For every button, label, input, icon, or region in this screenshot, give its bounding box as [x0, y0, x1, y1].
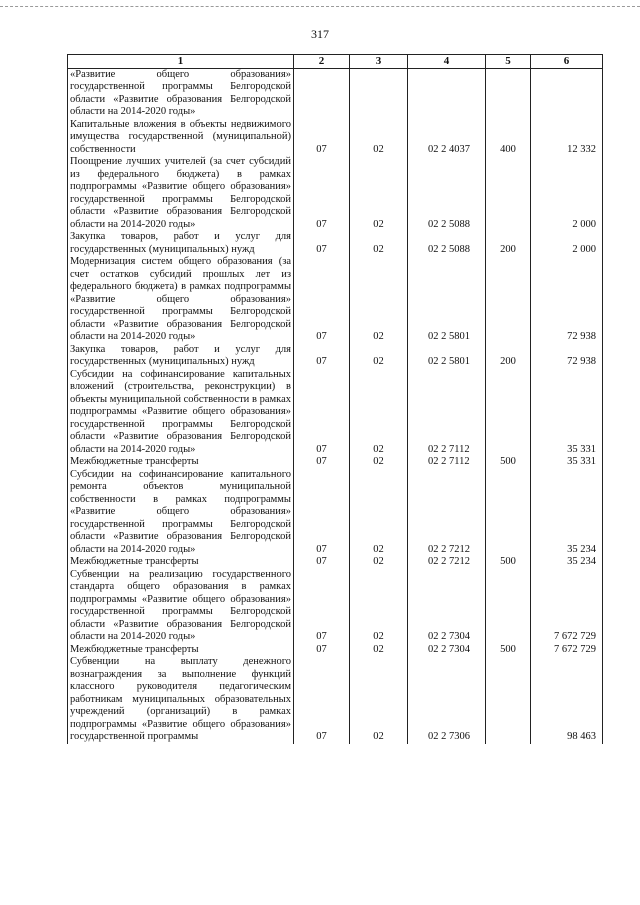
expense-type-code — [486, 469, 531, 557]
target-article-code: 02 2 7304 — [408, 569, 486, 644]
row-description: Субсидии на софинансирование капитальных вложений (строительства, реконструкции) в объекты муниципальной собственности в рамках подпрограммы «Развитие общего образования» государственной программы Белгородской области «Развитие образования Белгородской области на 2014-2020 годы» — [68, 369, 294, 457]
table-row — [68, 456, 603, 469]
amount-value: 72 938 — [531, 256, 603, 344]
amount-value: 7 672 729 — [531, 569, 603, 644]
amount-value: 35 331 — [531, 369, 603, 457]
subsection-code: 02 — [350, 644, 408, 657]
expense-type-code — [486, 656, 531, 744]
subsection-code: 02 — [350, 469, 408, 557]
amount-value: 7 672 729 — [531, 644, 603, 657]
table-body — [68, 68, 603, 744]
section-code: 07 — [294, 156, 350, 231]
table-row — [68, 569, 603, 644]
target-article-code: 02 2 7304 — [408, 644, 486, 657]
budget-table — [67, 54, 603, 744]
expense-type-code — [486, 369, 531, 457]
table-row — [68, 231, 603, 256]
target-article-code: 02 2 7212 — [408, 556, 486, 569]
subsection-code: 02 — [350, 656, 408, 744]
table-row — [68, 556, 603, 569]
expense-type-code — [486, 256, 531, 344]
expense-type-code — [486, 156, 531, 231]
target-article-code: 02 2 5088 — [408, 156, 486, 231]
table-row — [68, 344, 603, 369]
subsection-code: 02 — [350, 256, 408, 344]
expense-type-code: 500 — [486, 556, 531, 569]
subsection-code: 02 — [350, 556, 408, 569]
amount-value: 35 234 — [531, 556, 603, 569]
column-header: 5 — [486, 55, 531, 69]
target-article-code: 02 2 5801 — [408, 256, 486, 344]
amount-value: 72 938 — [531, 344, 603, 369]
amount-value — [531, 68, 603, 119]
section-code: 07 — [294, 569, 350, 644]
subsection-code: 02 — [350, 156, 408, 231]
row-description: Субсидии на софинансирование капитального ремонта объектов муниципальной собственности в рамках подпрограммы «Развитие общего образования» государственной программы Белгородской области «Развитие образования Белгородской области на 2014-2020 годы» — [68, 469, 294, 557]
column-header: 4 — [408, 55, 486, 69]
section-code: 07 — [294, 556, 350, 569]
target-article-code: 02 2 7306 — [408, 656, 486, 744]
table-row — [68, 644, 603, 657]
subsection-code: 02 — [350, 231, 408, 256]
column-header: 1 — [68, 55, 294, 69]
section-code: 07 — [294, 469, 350, 557]
section-code: 07 — [294, 231, 350, 256]
amount-value: 2 000 — [531, 231, 603, 256]
row-description: Межбюджетные трансферты — [68, 456, 294, 469]
row-description: Субвенции на выплату денежного вознаграждения за выполнение функций классного руководителя педагогическим работникам муниципальных образовательных учреждений (организаций) в рамках подпрограммы «Развитие общего образования» государственной программы — [68, 656, 294, 744]
amount-value: 98 463 — [531, 656, 603, 744]
page-number: 317 — [311, 27, 329, 41]
column-header: 2 — [294, 55, 350, 69]
table-row — [68, 656, 603, 744]
target-article-code: 02 2 7212 — [408, 469, 486, 557]
table-row — [68, 256, 603, 344]
target-article-code: 02 2 5088 — [408, 231, 486, 256]
subsection-code — [350, 68, 408, 119]
section-code: 07 — [294, 256, 350, 344]
target-article-code: 02 2 4037 — [408, 119, 486, 157]
row-description: Поощрение лучших учителей (за счет субсидий из федерального бюджета) в рамках подпрограммы «Развитие общего образования» государственной программы Белгородской области «Развитие образования Белгородской области на 2014-2020 годы» — [68, 156, 294, 231]
row-description: Закупка товаров, работ и услуг для государственных (муниципальных) нужд — [68, 344, 294, 369]
target-article-code: 02 2 7112 — [408, 456, 486, 469]
section-code: 07 — [294, 644, 350, 657]
section-code: 07 — [294, 369, 350, 457]
row-description: Межбюджетные трансферты — [68, 644, 294, 657]
table-row — [68, 156, 603, 231]
expense-type-code: 400 — [486, 119, 531, 157]
row-description: Субвенции на реализацию государственного стандарта общего образования в рамках подпрограммы «Развитие общего образования» государственной программы Белгородской области «Развитие образования Белгородской области на 2014-2020 годы» — [68, 569, 294, 644]
row-description: Капитальные вложения в объекты недвижимого имущества государственной (муниципальной) собственности — [68, 119, 294, 157]
subsection-code: 02 — [350, 569, 408, 644]
column-header: 6 — [531, 55, 603, 69]
subsection-code: 02 — [350, 456, 408, 469]
table-row — [68, 469, 603, 557]
amount-value: 12 332 — [531, 119, 603, 157]
section-code: 07 — [294, 656, 350, 744]
subsection-code: 02 — [350, 369, 408, 457]
section-code — [294, 68, 350, 119]
row-description: Межбюджетные трансферты — [68, 556, 294, 569]
table-row — [68, 119, 603, 157]
expense-type-code — [486, 569, 531, 644]
target-article-code: 02 2 5801 — [408, 344, 486, 369]
table-row — [68, 68, 603, 119]
section-code: 07 — [294, 344, 350, 369]
target-article-code — [408, 68, 486, 119]
row-description: Закупка товаров, работ и услуг для государственных (муниципальных) нужд — [68, 231, 294, 256]
row-description: Модернизация систем общего образования (за счет остатков субсидий прошлых лет из федерального бюджета) в рамках подпрограммы «Развитие общего образования» государственной программы Белгородской области «Развитие образования Белгородской области на 2014-2020 годы» — [68, 256, 294, 344]
amount-value: 35 331 — [531, 456, 603, 469]
scan-edge — [0, 6, 640, 8]
amount-value: 35 234 — [531, 469, 603, 557]
subsection-code: 02 — [350, 119, 408, 157]
row-description: «Развитие общего образования» государственной программы Белгородской области «Развитие образования Белгородской области на 2014-2020 годы» — [68, 68, 294, 119]
expense-type-code: 200 — [486, 231, 531, 256]
table-header-row — [68, 55, 603, 69]
section-code: 07 — [294, 456, 350, 469]
column-header: 3 — [350, 55, 408, 69]
expense-type-code: 500 — [486, 456, 531, 469]
expense-type-code: 500 — [486, 644, 531, 657]
expense-type-code — [486, 68, 531, 119]
amount-value: 2 000 — [531, 156, 603, 231]
table-row — [68, 369, 603, 457]
expense-type-code: 200 — [486, 344, 531, 369]
target-article-code: 02 2 7112 — [408, 369, 486, 457]
subsection-code: 02 — [350, 344, 408, 369]
section-code: 07 — [294, 119, 350, 157]
